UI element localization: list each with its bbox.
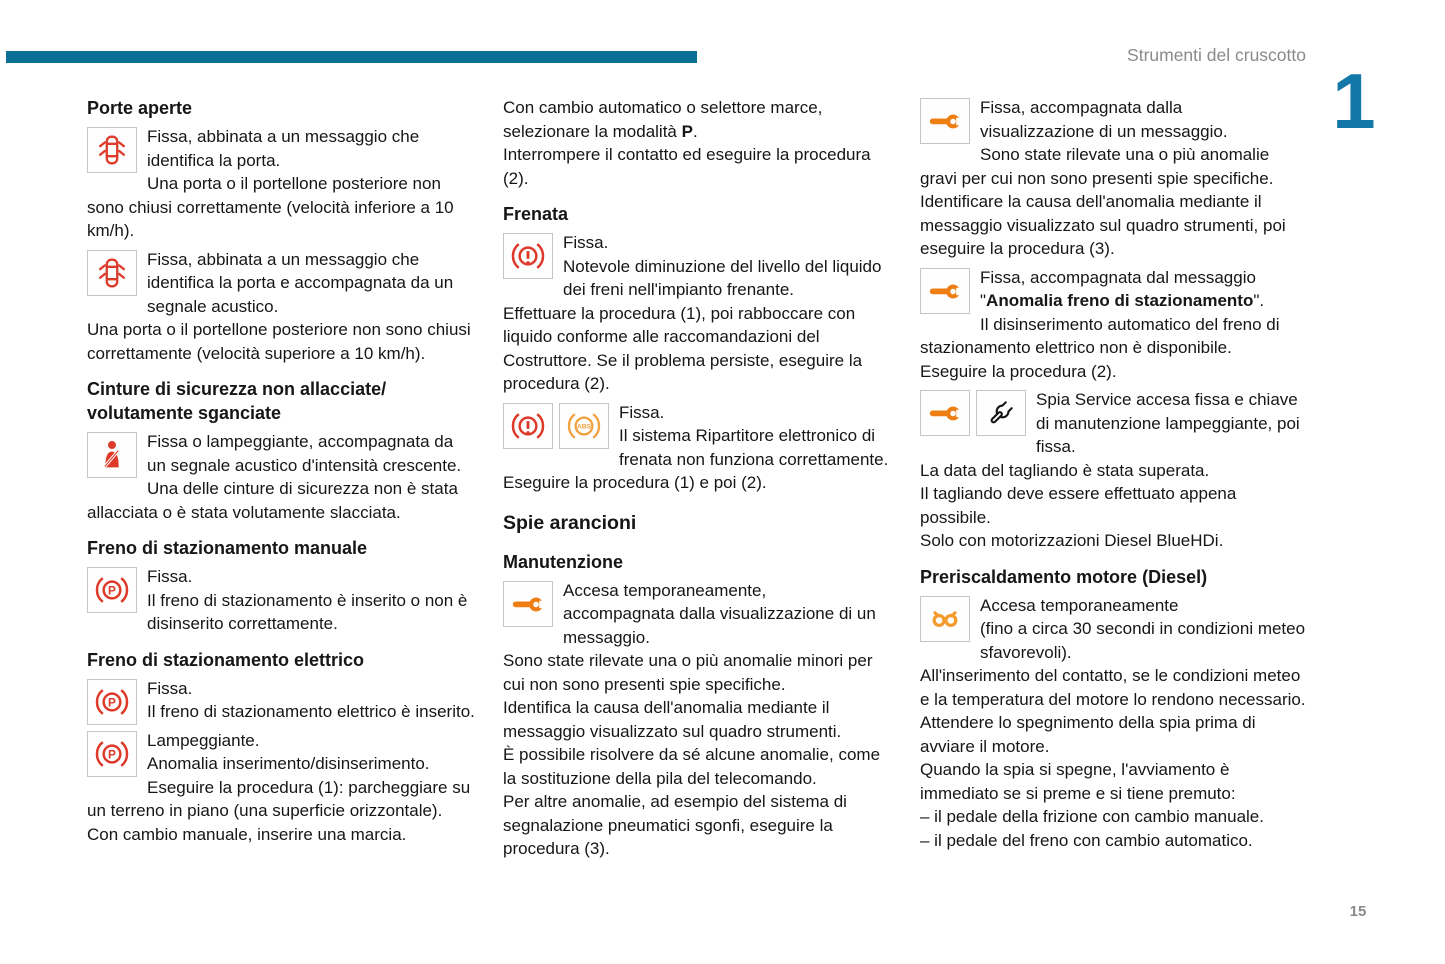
telltale-box xyxy=(503,403,553,449)
telltale-item xyxy=(87,565,476,636)
telltale-text: Fissa. xyxy=(619,402,665,422)
telltale-text: Accesa temporaneamente xyxy=(980,595,1179,615)
service-wrench-icon xyxy=(982,394,1020,432)
telltale-text: Fissa, accompagnata dal messaggio xyxy=(980,267,1256,287)
telltale-item xyxy=(87,430,476,477)
paragraph: Il tagliando deve essere effettuato appena possibile. xyxy=(920,484,1237,527)
telltale-item xyxy=(503,401,893,472)
paragraph: Una delle cinture di sicurezza non è stata allacciata o è stata volutamente slacciata. xyxy=(87,479,458,522)
paragraph: Con cambio manuale, inserire una marcia. xyxy=(87,824,407,844)
paragraph xyxy=(503,96,893,143)
paragraph: Quando la spia si spegne, l'avviamento è immediato se si preme e si tiene premuto: xyxy=(920,760,1236,803)
telltale-text: Fissa, abbinata a un messaggio che identifica la porta. xyxy=(147,127,420,170)
telltale-text: Notevole diminuzione del livello del liquido dei freni nell'impianto frenante. xyxy=(563,256,882,299)
telltale-text: Fissa, abbinata a un messaggio che identifica la porta e accompagnata da un segnale acustico. xyxy=(147,249,454,316)
telltale-box xyxy=(920,268,970,314)
telltale-box xyxy=(87,432,137,478)
paragraph: All'inserimento del contatto, se le condizioni meteo e la temperatura del motore lo rendono necessario. xyxy=(920,666,1306,709)
paragraph: Identificare la causa dell'anomalia mediante il messaggio visualizzato sul quadro strumenti, poi eseguire la procedura (3). xyxy=(920,192,1286,258)
seatbelt-icon xyxy=(93,436,131,474)
wrench-icon xyxy=(926,272,964,310)
column-middle xyxy=(503,96,893,861)
telltale-text: Il freno di stazionamento è inserito o non è disinserito correttamente. xyxy=(147,590,468,633)
telltale-text: Anomalia inserimento/disinserimento. xyxy=(147,754,430,773)
running-header: Strumenti del cruscotto xyxy=(1127,45,1306,65)
paragraph: È possibile risolvere da sé alcune anomalie, come la sostituzione della pila del telecomando. xyxy=(503,745,881,788)
telltale-box xyxy=(87,250,137,296)
paragraph: Il disinserimento automatico del freno di stazionamento elettrico non è disponibile. xyxy=(920,314,1280,357)
section-title: Manutenzione xyxy=(503,551,623,572)
telltale-box xyxy=(920,390,970,436)
paragraph: Effettuare la procedura (1), poi rabboccare con liquido conforme alle raccomandazioni del Costruttore. Se il problema persiste, eseguire la procedura (2). xyxy=(503,303,863,393)
section-title: Cinture di sicurezza non allacciate/ volutamente sganciate xyxy=(87,379,387,423)
telltale-box xyxy=(503,233,553,279)
paragraph: Solo con motorizzazioni Diesel BlueHDi. xyxy=(920,531,1224,550)
telltale-text: Il sistema Ripartitore elettronico di frenata non funziona correttamente. xyxy=(619,426,889,469)
telltale-item xyxy=(87,677,476,724)
telltale-text: Fissa. xyxy=(563,233,609,252)
telltale-box xyxy=(87,567,137,613)
telltale-text: Il freno di stazionamento elettrico è inserito. xyxy=(147,702,475,721)
paragraph-text: . xyxy=(692,121,698,141)
paragraph: Eseguire la procedura (1): parcheggiare su un terreno in piano (una superficie orizzontale). xyxy=(87,777,471,820)
telltale-item xyxy=(87,729,476,776)
column-right xyxy=(920,96,1310,852)
telltale-box xyxy=(87,127,137,173)
group-title: Spie arancioni xyxy=(503,511,637,534)
telltale-item xyxy=(920,594,1310,665)
telltale-text: accompagnata dalla visualizzazione di un messaggio. xyxy=(563,604,876,647)
paragraph: Una porta o il portellone posteriore non sono chiusi correttamente (velocità superiore a 10 km/h). xyxy=(87,320,471,363)
chapter-number: 1 xyxy=(1332,57,1376,145)
paragraph: Identifica la causa dell'anomalia mediante il messaggio visualizzato sul quadro strumenti. xyxy=(503,698,842,741)
section-title: Freno di stazionamento manuale xyxy=(87,538,368,558)
telltale-box xyxy=(920,98,970,144)
telltale-item xyxy=(87,125,476,172)
telltale-text: Fissa o lampeggiante, accompagnata da un segnale acustico d'intensità crescente. xyxy=(147,432,462,475)
telltale-box xyxy=(920,596,970,642)
door-open-icon xyxy=(93,131,131,169)
paragraph-text: Con cambio automatico o selettore marce, selezionare la modalità xyxy=(503,98,823,141)
paragraph: Per altre anomalie, ad esempio del sistema di segnalazione pneumatici sgonfi, eseguire la procedura (3). xyxy=(503,792,847,858)
telltale-item xyxy=(920,96,1310,143)
paragraph: Eseguire la procedura (1) e poi (2). xyxy=(503,473,767,492)
parking-brake-icon xyxy=(93,735,131,773)
bold-text: P xyxy=(681,121,693,141)
quote-mark: " xyxy=(980,291,987,310)
section-title: Preriscaldamento motore (Diesel) xyxy=(920,566,1208,587)
quote-mark: ". xyxy=(1253,291,1265,310)
telltale-box xyxy=(976,390,1026,436)
section-title: Freno di stazionamento elettrico xyxy=(87,649,365,670)
parking-brake-icon xyxy=(93,683,131,721)
telltale-text: Fissa, accompagnata dalla xyxy=(980,98,1183,117)
telltale-box xyxy=(87,731,137,777)
list-item: – il pedale della frizione con cambio manuale. xyxy=(920,807,1264,826)
wrench-icon xyxy=(926,394,964,432)
telltale-text: Spia Service accesa fissa e chiave di manutenzione lampeggiante, poi fissa. xyxy=(1036,390,1300,456)
brake-warning-icon xyxy=(509,407,547,445)
paragraph: Eseguire la procedura (2). xyxy=(920,361,1117,381)
telltale-text xyxy=(920,289,1310,313)
telltale-item xyxy=(920,388,1310,459)
paragraph: La data del tagliando è stata superata. xyxy=(920,460,1210,480)
paragraph: Interrompere il contatto ed eseguire la procedura (2). xyxy=(503,145,871,188)
paragraph: Attendere lo spegnimento della spia prima di avviare il motore. xyxy=(920,713,1256,756)
telltale-text: Lampeggiante. xyxy=(147,730,260,750)
telltale-text: visualizzazione di un messaggio. xyxy=(980,121,1228,141)
page-number: 15 xyxy=(1349,903,1367,920)
abs-icon xyxy=(565,407,603,445)
telltale-text: Fissa. xyxy=(147,567,193,586)
telltale-item xyxy=(87,248,476,319)
glow-plug-icon xyxy=(926,600,964,638)
paragraph: Sono state rilevate una o più anomalie minori per cui non sono presenti spie specifiche. xyxy=(503,651,873,694)
paragraph: Una porta o il portellone posteriore non sono chiusi correttamente (velocità inferiore a 10 km/h). xyxy=(87,174,454,240)
wrench-icon xyxy=(926,102,964,140)
column-left xyxy=(87,96,476,846)
telltale-box xyxy=(559,403,609,449)
telltale-item xyxy=(503,579,893,650)
telltale-text: Accesa temporaneamente, xyxy=(563,580,767,600)
paragraph: Sono state rilevate una o più anomalie gravi per cui non sono presenti spie specifiche. xyxy=(920,145,1274,188)
section-title: Porte aperte xyxy=(87,98,193,118)
door-open-icon xyxy=(93,254,131,292)
telltale-text: (fino a circa 30 secondi in condizioni meteo sfavorevoli). xyxy=(980,619,1306,662)
telltale-box xyxy=(503,581,553,627)
bold-message: Anomalia freno di stazionamento xyxy=(986,291,1254,310)
telltale-box xyxy=(87,679,137,725)
list-item: – il pedale del freno con cambio automatico. xyxy=(920,830,1253,850)
telltale-text: Fissa. xyxy=(147,678,193,698)
telltale-item xyxy=(503,231,893,302)
telltale-item xyxy=(920,266,1310,313)
wrench-icon xyxy=(509,585,547,623)
section-title: Frenata xyxy=(503,204,569,224)
brake-warning-icon xyxy=(509,237,547,275)
chapter-accent-bar xyxy=(6,51,697,63)
parking-brake-icon xyxy=(93,571,131,609)
